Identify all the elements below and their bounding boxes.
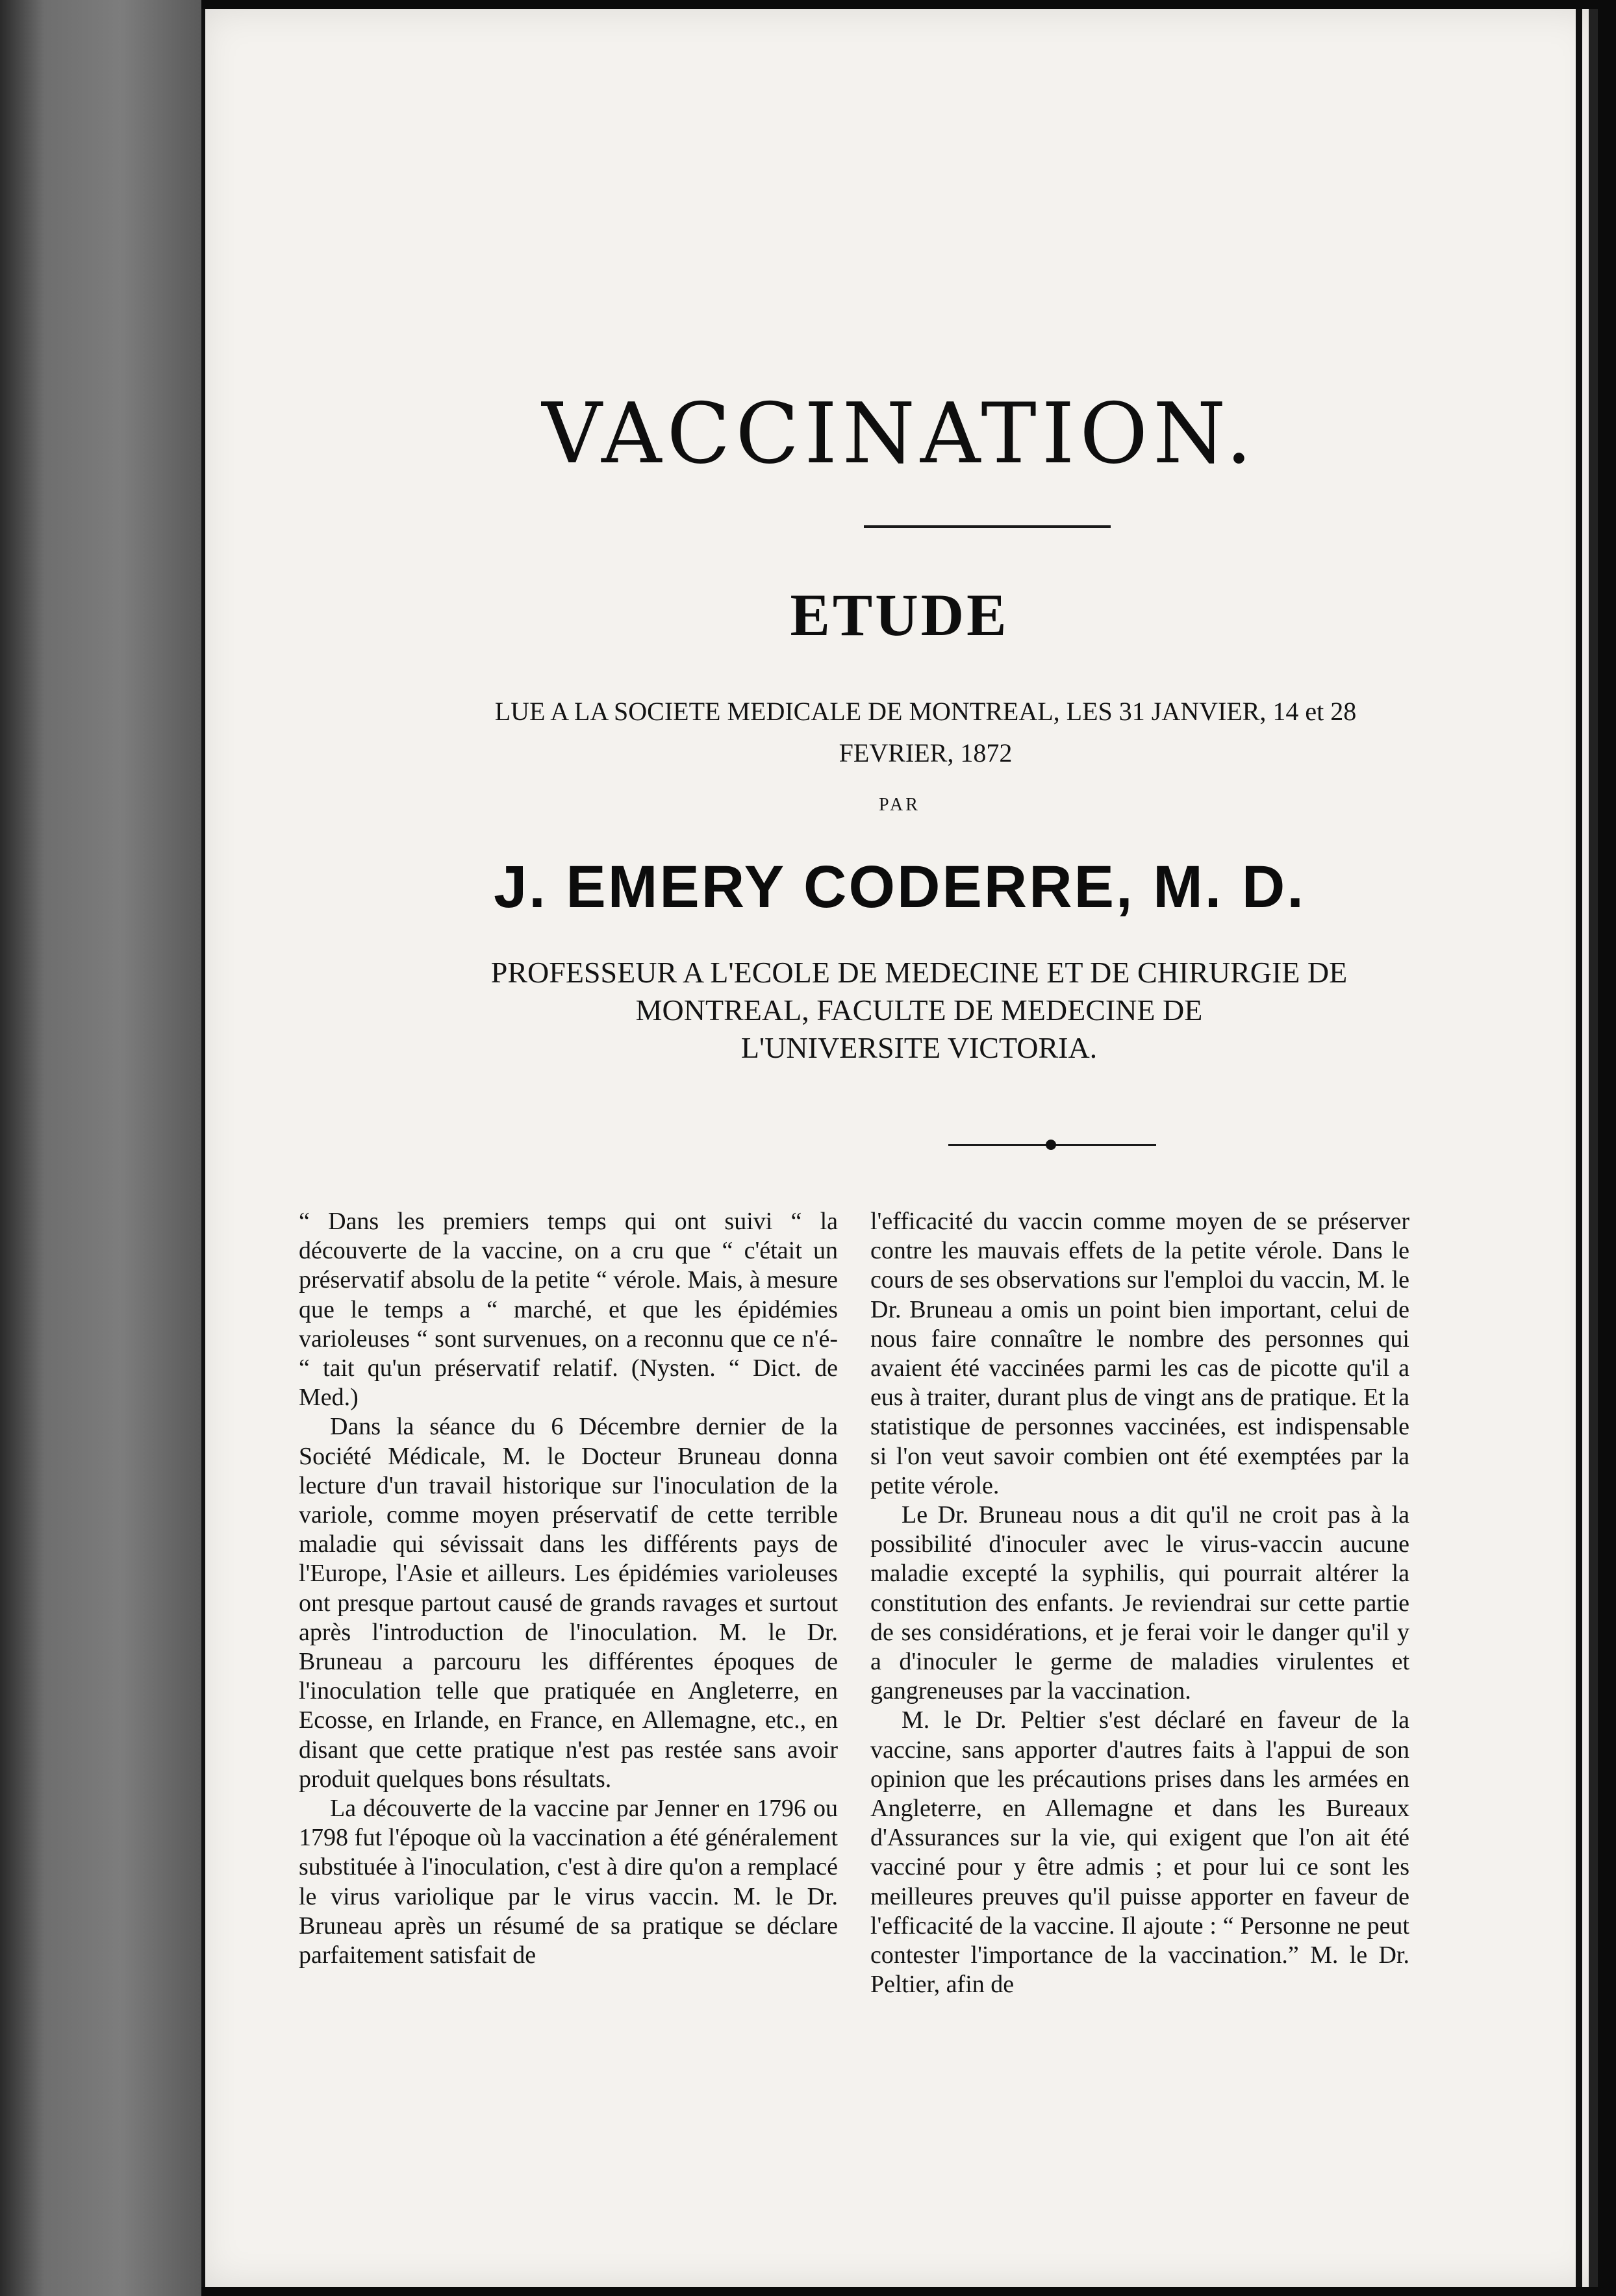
- document-subtitle: ETUDE: [790, 582, 1009, 648]
- read-at-line-1: LUE A LA SOCIETE MEDICALE DE MONTREAL, LES 31 JANVIER, 14 et 28: [494, 697, 1357, 726]
- page-edge-left: [201, 9, 205, 2287]
- paragraph: “ Dans les premiers temps qui ont suivi “ la découverte de la vaccine, on a cru que “ c'était un préservatif absolu de la petite “ vérole. Mais, à mesure que le temps a “ marché, et que les épidémies varioleuses “ sont survenues, on a reconnu que ce n'é- “ tait qu'un préservatif relatif. (Nysten. “ Dict. de Med.): [299, 1208, 838, 1412]
- author-name: J. EMERY CODERRE, M. D.: [494, 854, 1306, 920]
- paragraph: l'efficacité du vaccin comme moyen de se préserver contre les mauvais effets de la petite vérole. Dans le cours de ses observations sur l'emploi du vaccin, M. le Dr. Bruneau a omis un point bien important, celui de nous faire connaître le nombre des personnes qui avaient été vaccinées parmi les cas de picotte qu'il a eus à traiter, durant plus de vingt ans de pratique. Et la statistique de personnes vaccinées, est indispensable si l'on veut savoir combien ont été exemptées par la petite vérole.: [870, 1208, 1409, 1499]
- author-affiliation: [292, 954, 1546, 1067]
- document-page: [201, 9, 1598, 2287]
- read-at-line-2: FEVRIER, 1872: [839, 738, 1013, 767]
- title-rule: [864, 525, 1111, 528]
- body-column-left: [299, 1207, 838, 1970]
- body-column-right: [870, 1207, 1409, 1999]
- divider-ornament: [1046, 1140, 1056, 1150]
- affiliation-line-1: PROFESSEUR A L'ECOLE DE MEDECINE ET DE CHIRURGIE DE: [490, 956, 1348, 989]
- book-spine: [0, 0, 201, 2296]
- paragraph: La découverte de la vaccine par Jenner en 1796 ou 1798 fut l'époque où la vaccination a été généralement substituée à l'inoculation, c'est à dire qu'on a remplacé le virus variolique par le virus vaccin. M. le Dr. Bruneau après un résumé de sa pratique se déclare parfaitement satisfait de: [299, 1795, 838, 1969]
- document-title: VACCINATION.: [542, 386, 1257, 482]
- page-edge-right-inner: [1576, 9, 1582, 2287]
- affiliation-line-2: MONTREAL, FACULTE DE MEDECINE DE: [635, 993, 1203, 1027]
- read-at-statement: [331, 691, 1520, 774]
- affiliation-line-3: L'UNIVERSITE VICTORIA.: [740, 1031, 1098, 1064]
- paragraph: M. le Dr. Peltier s'est déclaré en faveur de la vaccine, sans apporter d'autres faits à l'appui de son opinion que les précautions prises dans les armées en Angleterre, en Allemagne et dans les Bureaux d'Assurances sur la vie, qui exigent que l'on ait été vacciné pour y être admis ; et pour lui ce sont les meilleures preuves qu'il puisse apporter en faveur de l'efficacité de la vaccine. Il ajoute : “ Personne ne peut contester l'importance de la vaccination.” M. le Dr. Peltier, afin de: [870, 1706, 1409, 1999]
- paragraph: Dans la séance du 6 Décembre dernier de la Société Médicale, M. le Docteur Bruneau donna lecture d'un travail historique sur l'inoculation de la variole, comme moyen préservatif de cette terrible maladie qui sévissait dans les différents pays de l'Europe, l'Asie et ailleurs. Les épidémies varioleuses ont presque partout causé de grands ravages et surtout après l'introduction de l'inoculation. M. le Dr. Bruneau a parcouru les différentes époques de l'inoculation telle que pratiquée en Angleterre, en Ecosse, en Irlande, en France, en Allemagne, etc., en disant que cette pratique n'est pas restée sans avoir produit quelques bons résultats.: [299, 1413, 838, 1793]
- paragraph: Le Dr. Bruneau nous a dit qu'il ne croit pas à la possibilité d'inoculer avec le virus-vaccin aucune maladie excepté la syphilis, qui pourrait altérer la constitution des enfants. Je reviendrai sur cette partie de ses considérations, et je ferai voir le danger qu'il y a d'inoculer le germe de maladies virulentes et gangreneuses par la vaccination.: [870, 1501, 1409, 1705]
- par-label: PAR: [879, 795, 920, 815]
- page-edge-right-outer: [1589, 9, 1598, 2287]
